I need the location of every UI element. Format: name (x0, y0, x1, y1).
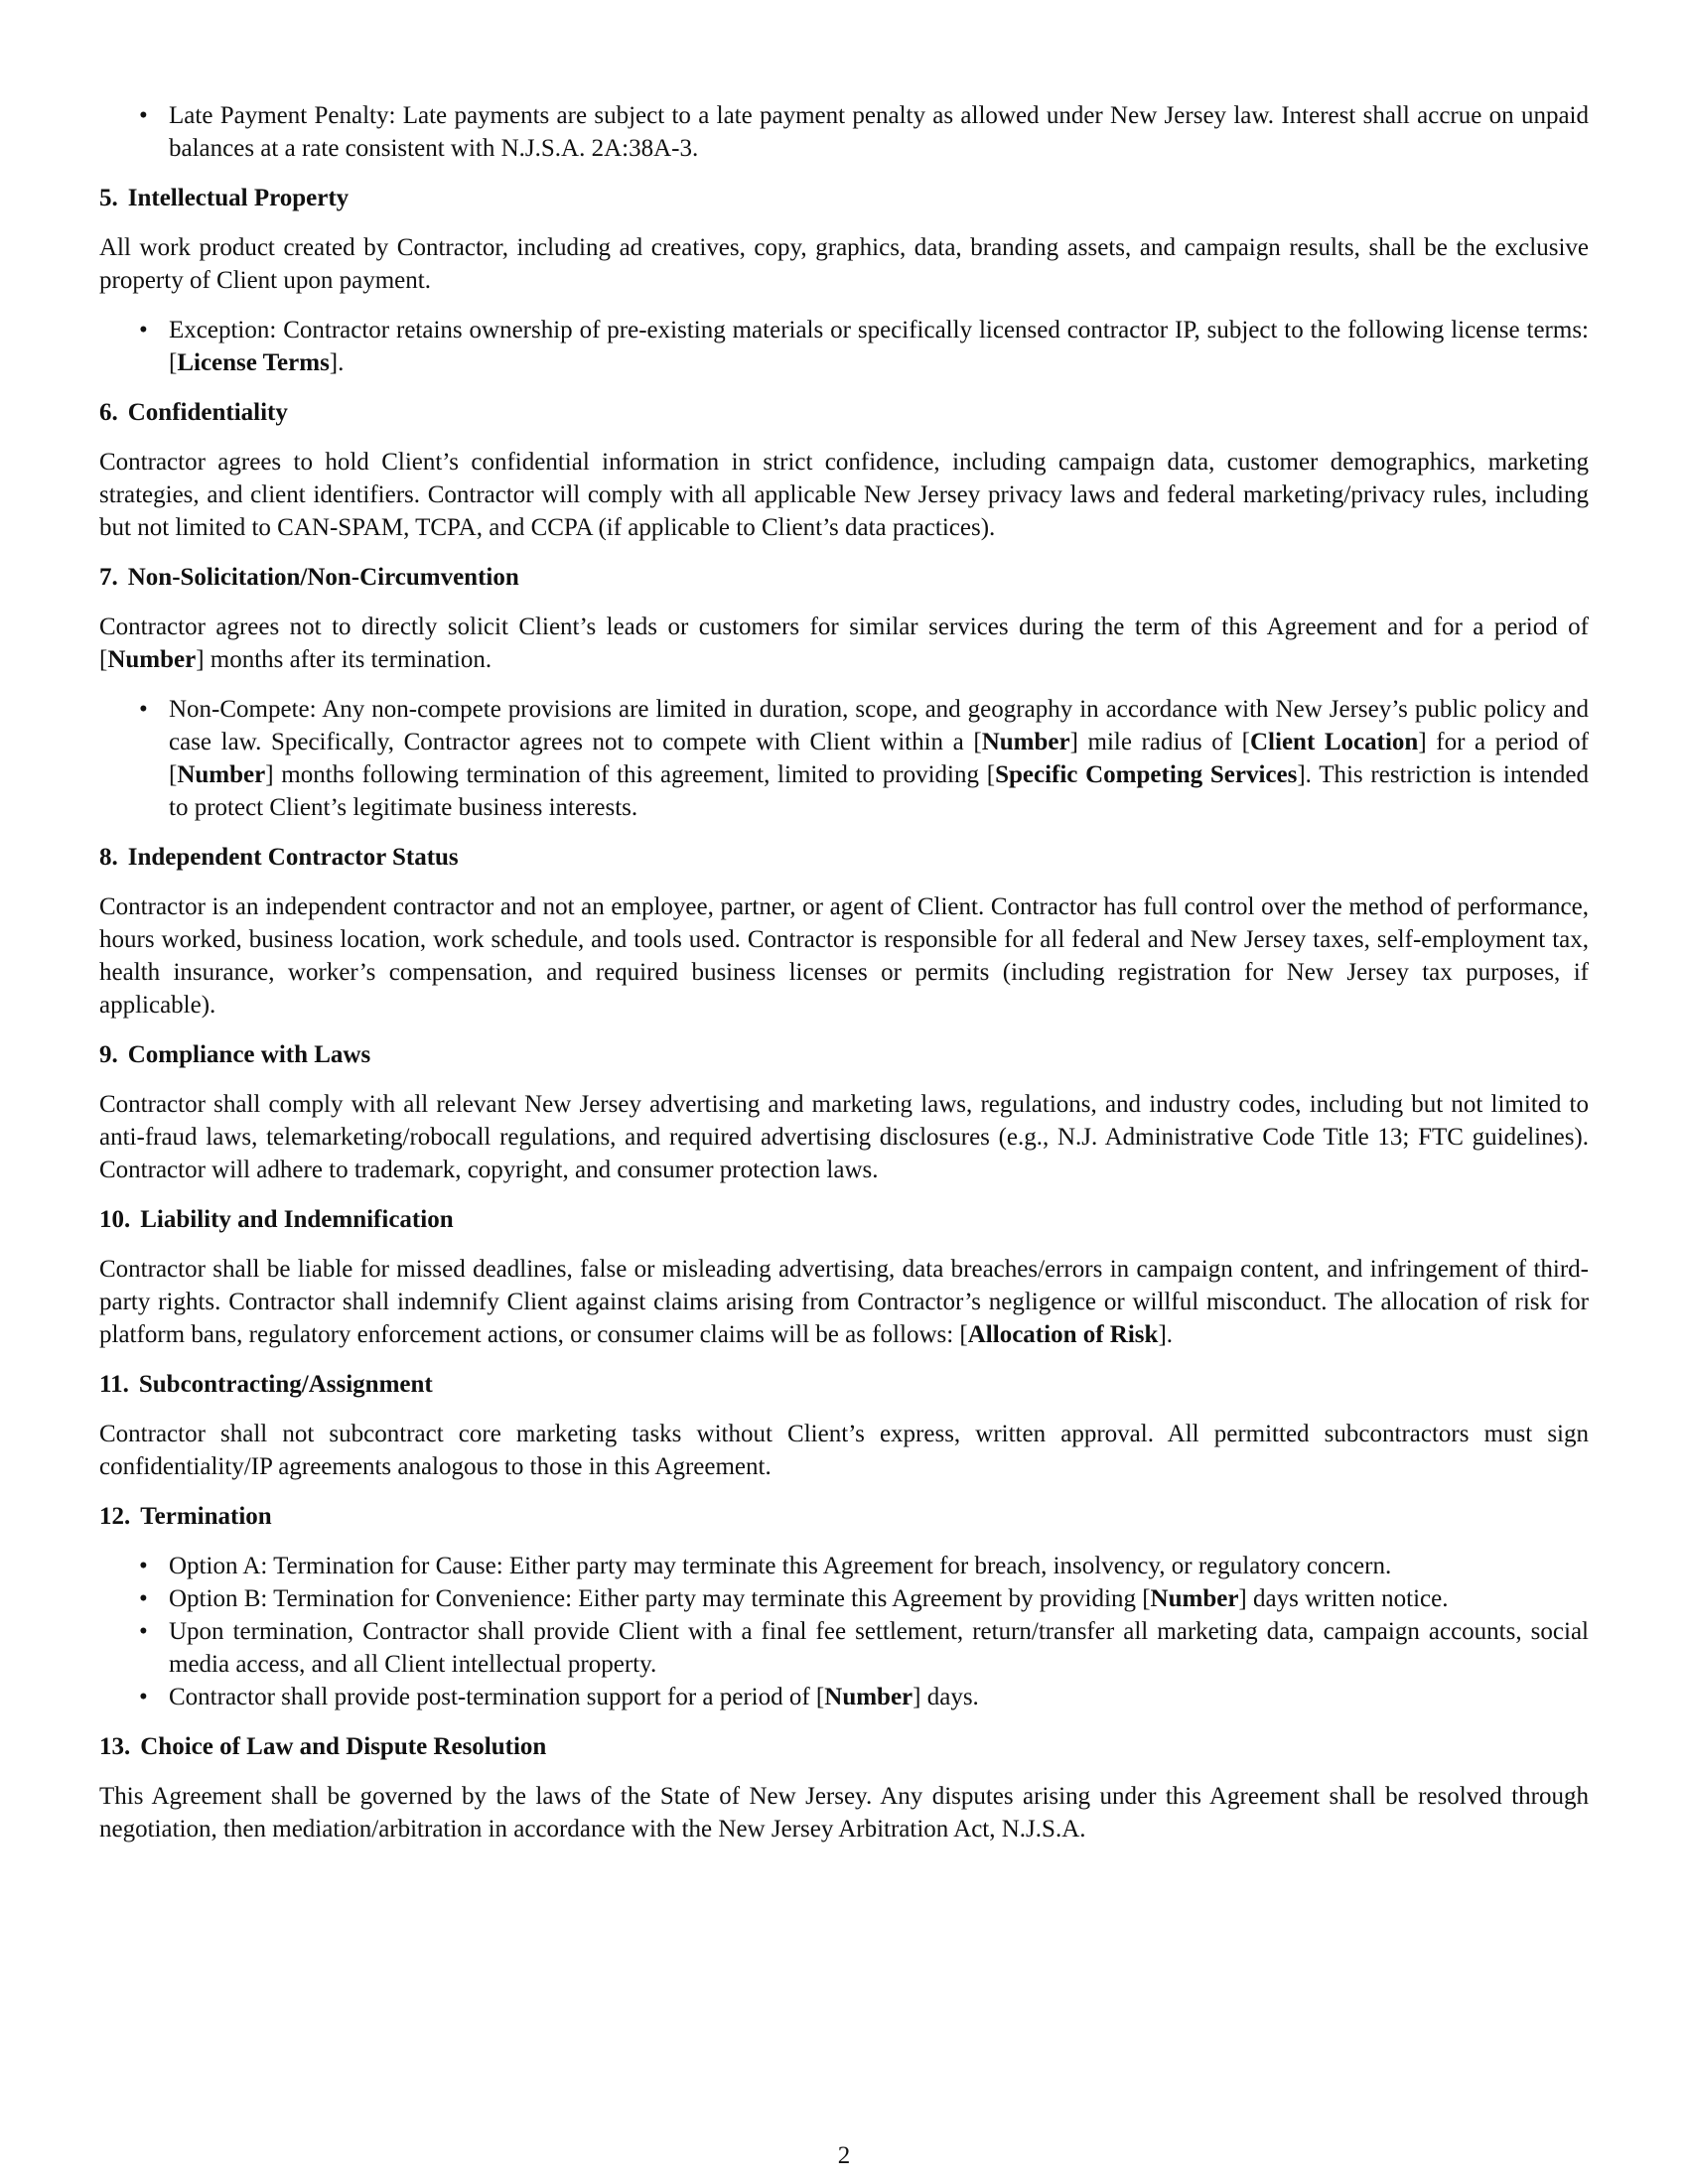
text-run: ]. (329, 349, 345, 376)
section-number: 5. (99, 185, 118, 211)
section-number: 7. (99, 564, 118, 591)
section-11-heading (99, 1368, 1589, 1401)
placeholder-license-terms: License Terms (177, 349, 330, 376)
text-run: Option B: Termination for Convenience: Either party may terminate this Agreement by providing [ (169, 1585, 1151, 1612)
section-7-heading (99, 561, 1589, 594)
text-run: ] days. (913, 1684, 979, 1710)
section-8-heading (99, 841, 1589, 874)
placeholder-client-location: Client Location (1250, 729, 1419, 755)
section-number: 6. (99, 399, 118, 426)
section-6-heading (99, 396, 1589, 429)
post-termination-support-bullet (169, 1681, 1589, 1713)
text-run: ] for a period of [ (169, 729, 1590, 788)
placeholder-number: Number (107, 646, 197, 673)
document-page (99, 99, 1589, 1845)
section-title: Compliance with Laws (127, 1041, 371, 1068)
section-title: Non-Solicitation/Non-Circumvention (127, 564, 519, 591)
section-number: 10. (99, 1206, 131, 1233)
section-title: Termination (140, 1503, 272, 1530)
section-8-paragraph: Contractor is an independent contractor and not an employee, partner, or agent of Client. Contractor has full control over the method of performance, hours worked, business location, work schedule, and tools used. Contractor is responsible for all federal and New Jersey taxes, self-employment tax, health insurance, worker’s compensation, and required business licenses or permits (including registration for New Jersey tax purposes, if applicable). (99, 893, 1589, 1019)
section-13-paragraph: This Agreement shall be governed by the laws of the State of New Jersey. Any disputes arising under this Agreement shall be resolved through negotiation, then mediation/arbitration in accordance with the New Jersey Arbitration Act, N.J.S.A. (99, 1783, 1589, 1843)
text-run: Exception: Contractor retains ownership of pre-existing materials or specifically licensed contractor IP, subject to the following license terms: [ (169, 317, 1589, 376)
section-number: 11. (99, 1371, 129, 1398)
termination-convenience-bullet (169, 1582, 1589, 1615)
section-title: Independent Contractor Status (127, 844, 459, 871)
section-7-bullets (99, 693, 1589, 824)
exception-bullet (169, 314, 1589, 379)
section-6-paragraph: Contractor agrees to hold Client’s confidential information in strict confidence, including campaign data, customer demographics, marketing strategies, and client identifiers. Contractor will comply with all applicable New Jersey privacy laws and federal marketing/privacy rules, including but not limited to CAN-SPAM, TCPA, and CCPA (if applicable to Client’s data practices). (99, 449, 1589, 541)
section-9-heading (99, 1038, 1589, 1071)
placeholder-number: Number (177, 761, 266, 788)
text-run: Contractor agrees not to directly solicit Client’s leads or customers for similar services during the term of this Agreement and for a period of [ (99, 614, 1589, 673)
text-run: ]. This restriction is intended to protect Client’s legitimate business interests. (169, 761, 1589, 821)
section-13-heading (99, 1730, 1589, 1763)
section-title: Intellectual Property (127, 185, 350, 211)
placeholder-number: Number (824, 1684, 914, 1710)
text-run: ] mile radius of [ (1069, 729, 1250, 755)
section-5-bullets (99, 314, 1589, 379)
section-number: 9. (99, 1041, 118, 1068)
section-5-paragraph: All work product created by Contractor, including ad creatives, copy, graphics, data, branding assets, and campaign results, shall be the exclusive property of Client upon payment. (99, 234, 1589, 294)
section-7-paragraph (99, 611, 1589, 676)
termination-settlement-bullet: • Upon termination, Contractor shall provide Client with a final fee settlement, return/transfer all marketing data, campaign accounts, social media access, and all Client intellectual property. (169, 1615, 1589, 1681)
text-run: ]. (1158, 1321, 1174, 1348)
section-11-paragraph: Contractor shall not subcontract core marketing tasks without Client’s express, written approval. All permitted subcontractors must sign confidentiality/IP agreements analogous to those in this Agreement. (99, 1421, 1589, 1480)
text-run: Non-Compete: Any non-compete provisions are limited in duration, scope, and geography in accordance with New Jersey’s public policy and case law. Specifically, Contractor agrees not to compete with Client within a [ (169, 696, 1589, 755)
placeholder-number: Number (1150, 1585, 1239, 1612)
non-compete-bullet (169, 693, 1589, 824)
section-number: 8. (99, 844, 118, 871)
section-number: 13. (99, 1733, 131, 1760)
section-number: 12. (99, 1503, 131, 1530)
section-9-paragraph: Contractor shall comply with all relevant New Jersey advertising and marketing laws, regulations, and industry codes, including but not limited to anti-fraud laws, telemarketing/robocall regulations, and required advertising disclosures (e.g., N.J. Administrative Code Title 13; FTC guidelines). Contractor will adhere to trademark, copyright, and consumer protection laws. (99, 1091, 1589, 1183)
intro-bullet-list (99, 99, 1589, 165)
section-5-heading (99, 182, 1589, 214)
section-10-paragraph (99, 1253, 1589, 1351)
section-title: Subcontracting/Assignment (138, 1371, 433, 1398)
section-12-heading (99, 1500, 1589, 1533)
placeholder-competing-services: Specific Competing Services (995, 761, 1298, 788)
section-title: Liability and Indemnification (140, 1206, 454, 1233)
text-run: Contractor shall be liable for missed deadlines, false or misleading advertising, data breaches/errors in campaign content, and infringement of third-party rights. Contractor shall indemnify Client against claims arising from Contractor’s negligence or willful misconduct. The allocation of risk for platform bans, regulatory enforcement actions, or consumer claims will be as follows: [ (99, 1256, 1589, 1348)
section-title: Choice of Law and Dispute Resolution (140, 1733, 547, 1760)
late-payment-bullet: • Late Payment Penalty: Late payments are subject to a late payment penalty as allowed under New Jersey law. Interest shall accrue on unpaid balances at a rate consistent with N.J.S.A. 2A:38A-3. (169, 99, 1589, 165)
termination-cause-bullet: • Option A: Termination for Cause: Either party may terminate this Agreement for breach, insolvency, or regulatory concern. (169, 1550, 1589, 1582)
placeholder-allocation-of-risk: Allocation of Risk (967, 1321, 1159, 1348)
text-run: Contractor shall provide post-termination support for a period of [ (169, 1684, 825, 1710)
text-run: ] days written notice. (1238, 1585, 1449, 1612)
section-12-bullets (99, 1550, 1589, 1713)
section-10-heading (99, 1203, 1589, 1236)
text-run: ] months after its termination. (196, 646, 492, 673)
placeholder-number: Number (981, 729, 1070, 755)
text-run: ] months following termination of this agreement, limited to providing [ (265, 761, 996, 788)
section-title: Confidentiality (127, 399, 288, 426)
page-number: 2 (837, 2142, 851, 2169)
